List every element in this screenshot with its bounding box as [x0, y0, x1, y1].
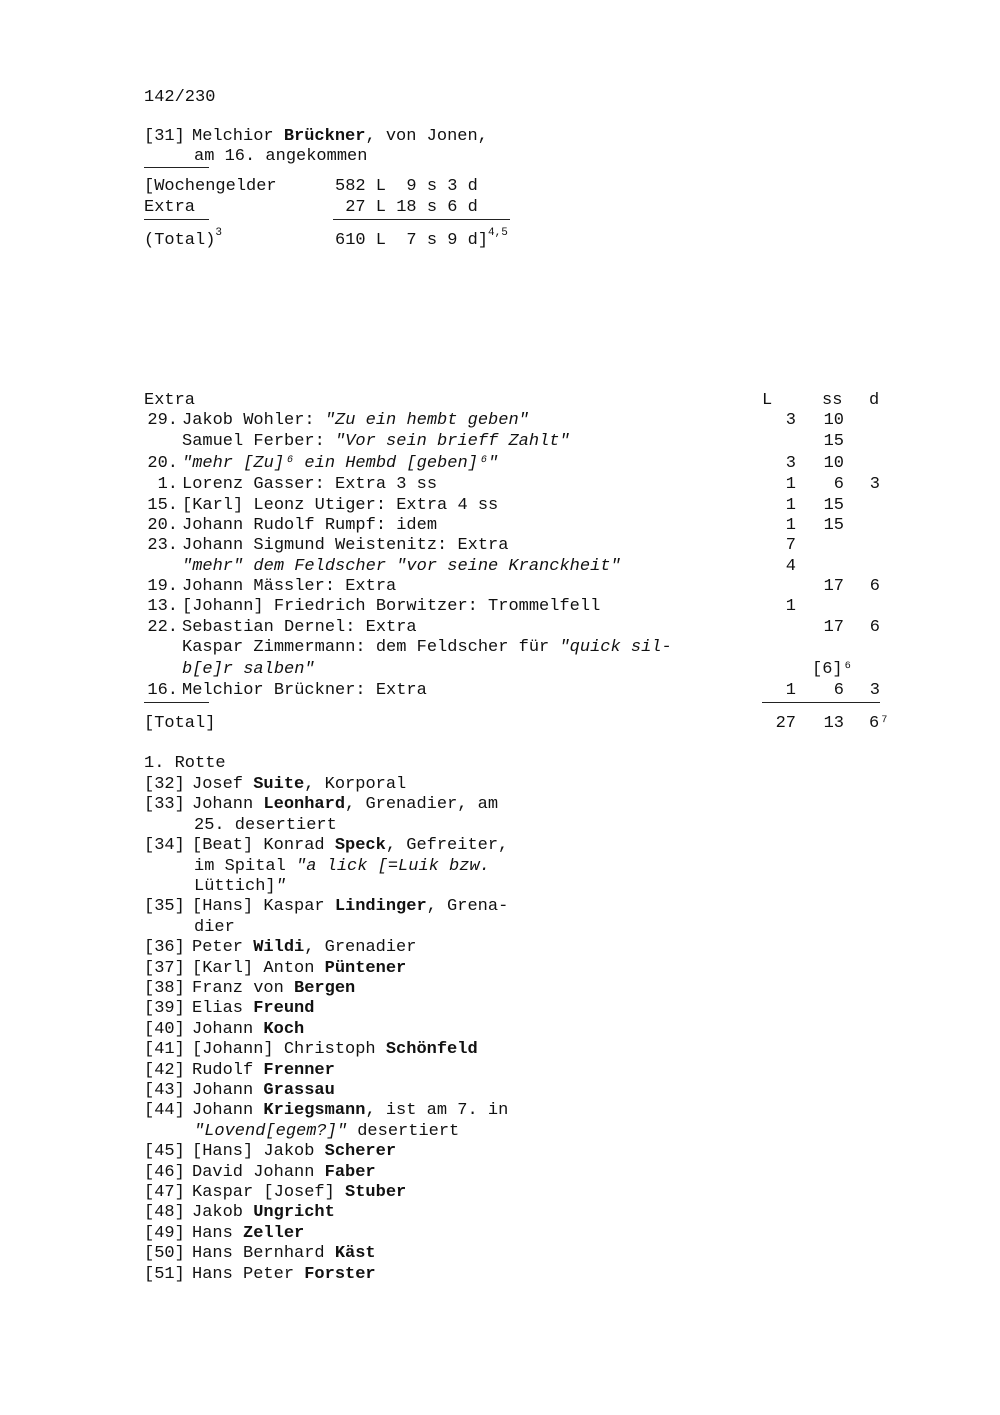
entry-continuation: "Lovend[egem?]" desertiert — [194, 1122, 460, 1141]
short-rule — [144, 167, 209, 168]
total-rule — [762, 702, 880, 703]
surname: Püntener — [324, 959, 407, 978]
entry-line: Johann Leonhard, Grenadier, am — [192, 795, 499, 814]
column-header-d: d — [869, 391, 880, 410]
total-l: 27 — [775, 714, 796, 733]
amount-ss: 6 — [833, 475, 844, 494]
entry-line: Hans Peter Forster — [192, 1265, 376, 1284]
entry-line: Elias Freund — [192, 999, 315, 1018]
entry-number: [38] — [144, 979, 185, 998]
entry-line: Johann Koch — [192, 1020, 305, 1039]
entry-line: [Beat] Konrad Speck, Gefreiter, — [192, 836, 509, 855]
entry-number: [47] — [144, 1183, 185, 1202]
row-description: Lorenz Gasser: Extra 3 ss — [182, 475, 438, 494]
amount-ss: [6]⁶ — [812, 660, 853, 679]
row-quote: "Zu ein hembt geben" — [324, 411, 529, 430]
surname: Stuber — [345, 1183, 407, 1202]
summary-label: [Wochengelder — [144, 177, 277, 196]
entry-number: [31] — [144, 127, 185, 146]
summary-rule-left — [144, 219, 209, 220]
surname: Kriegsmann — [263, 1101, 366, 1120]
surname: Wildi — [253, 938, 305, 957]
entry-continuation: im Spital "a lick [=Luik bzw. — [194, 857, 490, 876]
row-text — [182, 454, 498, 474]
amount-ss: 6 — [833, 681, 844, 700]
day-number: 20. — [147, 516, 178, 535]
entry-number: [50] — [144, 1244, 185, 1263]
row-text — [182, 475, 437, 495]
row-text — [182, 597, 600, 617]
surname: Grassau — [263, 1081, 335, 1100]
extra-total-label: [Total] — [144, 714, 216, 733]
surname: Speck — [334, 836, 386, 855]
total-d: 6⁷ — [869, 714, 890, 733]
day-number: 15. — [147, 496, 178, 515]
surname: Lindinger — [334, 897, 427, 916]
row-text — [182, 660, 315, 680]
row-description: Johann Mässler: Extra — [182, 577, 397, 596]
row-quote: b[e]r salben" — [182, 660, 315, 679]
day-number: 19. — [147, 577, 178, 596]
entry-line: Hans Bernhard Käst — [192, 1244, 376, 1263]
day-number: 22. — [147, 618, 178, 637]
row-description: Sebastian Dernel: Extra — [182, 618, 417, 637]
entry-continuation: Lüttich]" — [194, 877, 286, 896]
short-rule — [144, 702, 209, 703]
entry-line: Peter Wildi, Grenadier — [192, 938, 417, 957]
entry-line: Josef Suite, Korporal — [192, 775, 407, 794]
row-description: Melchior Brückner: Extra — [182, 681, 427, 700]
row-text — [182, 432, 570, 452]
entry-line: Melchior Brückner, von Jonen, — [192, 127, 488, 146]
amount-l: 7 — [785, 536, 796, 555]
surname: Ungricht — [253, 1203, 335, 1222]
row-description: Johann Rudolf Rumpf: idem — [182, 516, 438, 535]
amount-ss: 15 — [823, 516, 844, 535]
entry-line: Jakob Ungricht — [192, 1203, 335, 1222]
amount-ss: 15 — [823, 496, 844, 515]
summary-rule-right — [333, 219, 510, 220]
row-description: [Karl] Leonz Utiger: Extra 4 ss — [182, 496, 499, 515]
amount-ss: 17 — [823, 577, 844, 596]
day-number: 16. — [147, 681, 178, 700]
day-number: 29. — [147, 411, 178, 430]
entry-number: [37] — [144, 959, 185, 978]
amount-ss: 17 — [823, 618, 844, 637]
entry-line: [Hans] Kaspar Lindinger, Grena- — [192, 897, 509, 916]
summary-label: Extra — [144, 198, 196, 217]
amount-l: 1 — [785, 597, 796, 616]
amount-d: 6 — [869, 577, 880, 596]
entry-number: [48] — [144, 1203, 185, 1222]
row-text — [182, 557, 621, 577]
amount-l: 1 — [785, 516, 796, 535]
extra-title: Extra — [144, 391, 196, 410]
entry-number: [35] — [144, 897, 185, 916]
surname: Forster — [304, 1265, 376, 1284]
surname: Brückner — [283, 127, 366, 146]
row-text — [182, 638, 672, 658]
row-text — [182, 681, 427, 701]
entry-number: [33] — [144, 795, 185, 814]
entry-line: Kaspar [Josef] Stuber — [192, 1183, 407, 1202]
entry-continuation: dier — [194, 918, 235, 937]
surname: Schönfeld — [385, 1040, 478, 1059]
row-text — [182, 411, 529, 431]
amount-l: 3 — [785, 454, 796, 473]
surname: Suite — [253, 775, 305, 794]
summary-total-label: (Total)$^3$ — [144, 227, 223, 250]
row-description: Jakob Wohler: — [182, 411, 325, 430]
amount-d: 3 — [869, 681, 880, 700]
entry-number: [41] — [144, 1040, 185, 1059]
amount-ss: 15 — [823, 432, 844, 451]
day-number: 20. — [147, 454, 178, 473]
row-quote: "mehr [Zu]⁶ ein Hembd [geben]⁶" — [182, 454, 499, 473]
entry-number: [44] — [144, 1101, 185, 1120]
entry-line: Johann Grassau — [192, 1081, 335, 1100]
amount-l: 1 — [785, 475, 796, 494]
entry-line: Johann Kriegsmann, ist am 7. in — [192, 1101, 509, 1120]
surname: Frenner — [263, 1061, 335, 1080]
surname: Scherer — [324, 1142, 397, 1161]
amount-l: 1 — [785, 496, 796, 515]
page-number: 142/230 — [144, 88, 216, 107]
row-description: Johann Sigmund Weistenitz: Extra — [182, 536, 509, 555]
amount-l: 4 — [785, 557, 796, 576]
row-text — [182, 516, 437, 536]
surname: Zeller — [243, 1224, 305, 1243]
entry-line: Rudolf Frenner — [192, 1061, 335, 1080]
entry-continuation: am 16. angekommen — [194, 147, 368, 166]
amount-d: 6 — [869, 618, 880, 637]
entry-number: [42] — [144, 1061, 185, 1080]
entry-number: [39] — [144, 999, 185, 1018]
surname: Leonhard — [263, 795, 346, 814]
row-quote: "quick sil- — [559, 638, 672, 657]
entry-number: [40] — [144, 1020, 185, 1039]
column-header-l: L — [762, 391, 773, 410]
amount-l: 3 — [785, 411, 796, 430]
row-text — [182, 496, 498, 516]
surname: Freund — [253, 999, 315, 1018]
entry-line: [Johann] Christoph Schönfeld — [192, 1040, 478, 1059]
entry-number: [36] — [144, 938, 185, 957]
rotte-title: 1. Rotte — [144, 754, 226, 773]
entry-number: [45] — [144, 1142, 185, 1161]
surname: Koch — [263, 1020, 305, 1039]
total-ss: 13 — [823, 714, 844, 733]
entry-continuation: 25. desertiert — [194, 816, 337, 835]
row-text — [182, 577, 396, 597]
entry-number: [51] — [144, 1265, 185, 1284]
row-description: Kaspar Zimmermann: dem Feldscher für — [182, 638, 560, 657]
day-number: 13. — [147, 597, 178, 616]
entry-number: [49] — [144, 1224, 185, 1243]
summary-total-amount: 610 L 7 s 9 d]$^{4,5}$ — [335, 227, 508, 250]
row-text — [182, 618, 417, 638]
entry-line: Hans Zeller — [192, 1224, 305, 1243]
entry-number: [43] — [144, 1081, 185, 1100]
amount-ss: 10 — [823, 454, 844, 473]
entry-line: [Karl] Anton Püntener — [192, 959, 407, 978]
entry-line: [Hans] Jakob Scherer — [192, 1142, 397, 1161]
surname: Käst — [334, 1244, 376, 1263]
amount-l: 1 — [785, 681, 796, 700]
day-number: 23. — [147, 536, 178, 555]
surname: Faber — [324, 1163, 376, 1182]
day-number: 1. — [157, 475, 178, 494]
summary-amount: 582 L 9 s 3 d — [335, 177, 478, 196]
entry-number: [34] — [144, 836, 185, 855]
entry-number: [46] — [144, 1163, 185, 1182]
amount-ss: 10 — [823, 411, 844, 430]
column-header-ss: ss — [822, 391, 843, 410]
amount-d: 3 — [869, 475, 880, 494]
row-description: Samuel Ferber: — [182, 432, 336, 451]
row-quote: "Vor sein brieff Zahlt" — [335, 432, 570, 451]
entry-number: [32] — [144, 775, 185, 794]
row-quote: "mehr" dem Feldscher "vor seine Kranckheit" — [182, 557, 621, 576]
surname: Bergen — [294, 979, 356, 998]
summary-amount: 27 L 18 s 6 d — [335, 198, 478, 217]
row-text — [182, 536, 508, 556]
entry-line: Franz von Bergen — [192, 979, 356, 998]
row-description: [Johann] Friedrich Borwitzer: Trommelfell — [182, 597, 601, 616]
entry-line: David Johann Faber — [192, 1163, 376, 1182]
